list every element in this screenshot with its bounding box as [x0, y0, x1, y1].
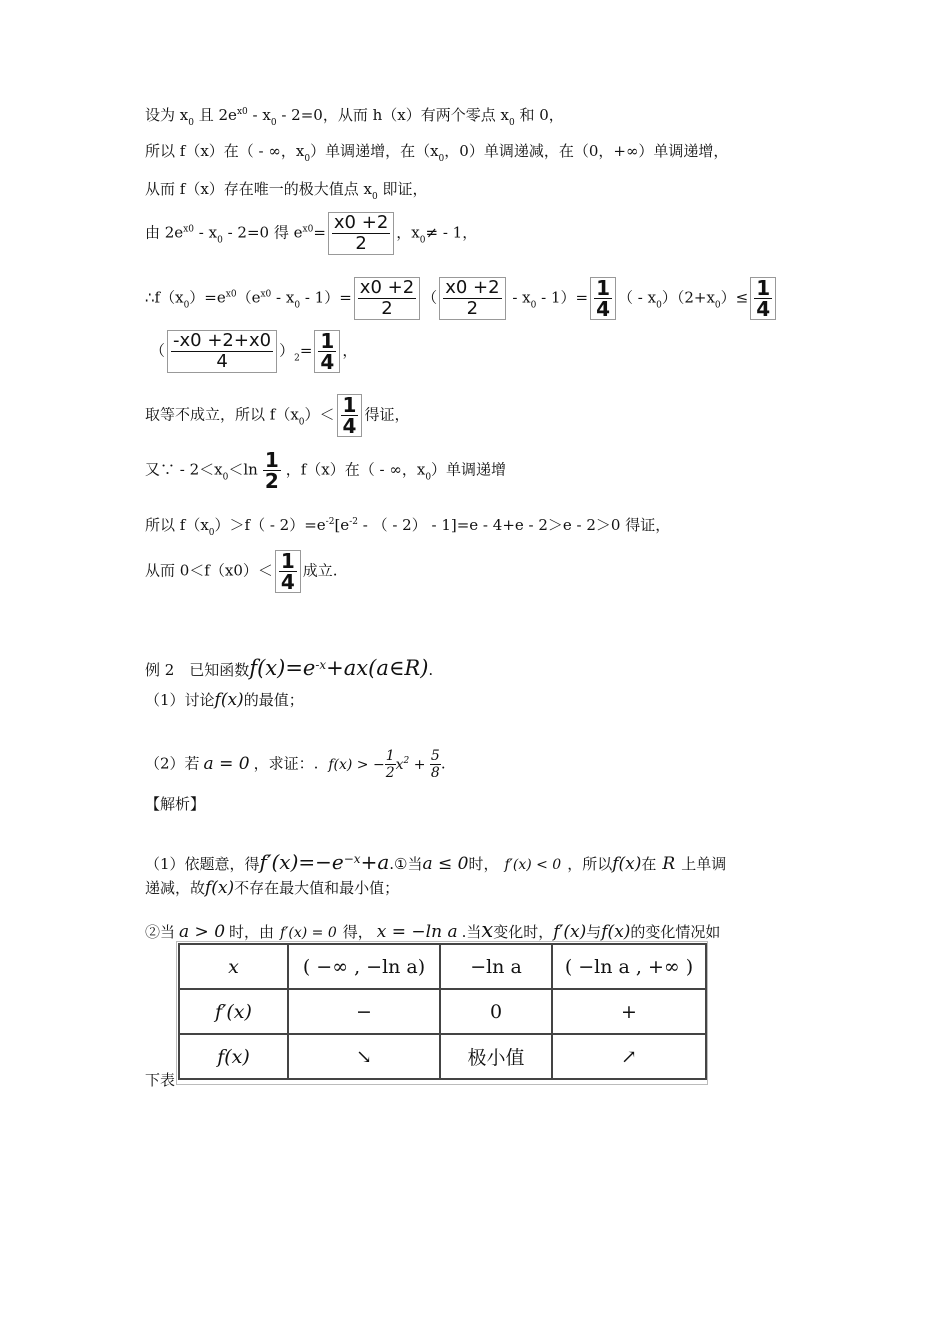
text: - x	[271, 288, 295, 307]
text: ）单调递增，在（x	[310, 142, 439, 160]
text: +a	[360, 850, 390, 874]
table-header-cell: ( −∞ , −ln a)	[288, 944, 440, 989]
text: x	[395, 756, 404, 773]
question-1	[145, 690, 304, 710]
math: f′(x) < 0	[504, 857, 562, 873]
superscript: 2	[403, 755, 410, 766]
fraction	[590, 277, 616, 320]
superscript: x0	[302, 224, 314, 235]
solution-line-4	[145, 1070, 175, 1090]
numerator: 1	[320, 329, 335, 353]
text: - 1）=	[300, 288, 352, 307]
text: 的变化情况如	[630, 923, 721, 941]
text: （ - x	[618, 288, 657, 307]
derivative	[260, 850, 390, 874]
superscript: x0	[236, 107, 248, 117]
text: 设为 x	[145, 106, 189, 124]
function-def	[249, 656, 428, 680]
subscript: 2	[294, 353, 300, 364]
table-row	[179, 944, 706, 989]
text: 所以 f（x	[145, 516, 209, 534]
numerator: x0 +2	[359, 277, 415, 298]
table-cell: 0	[440, 989, 552, 1034]
numerator: 1	[280, 549, 295, 573]
subscript: 0	[372, 192, 378, 202]
text: 递减，故	[145, 879, 206, 897]
numerator: 1	[264, 448, 279, 472]
text: - （ - 2） - 1]=e - 4+e - 2＞e - 2＞0 得证，	[357, 516, 671, 534]
subscript: 0	[530, 300, 537, 311]
text: （1）讨论	[145, 691, 215, 709]
subscript: 0	[419, 235, 426, 246]
text: ，	[342, 341, 358, 360]
text: .	[440, 754, 446, 773]
text: ）≤	[720, 288, 749, 307]
superscript: -x	[315, 658, 327, 672]
text: 得证，	[364, 405, 410, 424]
text: ，所以	[567, 855, 613, 873]
text: ∴f（x	[145, 288, 184, 307]
fraction	[750, 277, 776, 320]
math: a > 0	[179, 922, 226, 942]
proof-line-9	[145, 512, 670, 543]
inequality	[328, 748, 441, 781]
text: f(x)=e	[249, 656, 316, 680]
text: - 2=0 得 e	[222, 223, 303, 242]
math: f′(x)	[553, 922, 587, 942]
fraction	[430, 748, 441, 781]
table-cell: +	[552, 989, 706, 1034]
table-row	[179, 1034, 706, 1079]
subscript: 0	[222, 472, 229, 483]
table-cell: f(x)	[179, 1034, 288, 1079]
fraction	[385, 748, 396, 781]
fraction	[354, 277, 420, 320]
text: 在	[641, 855, 657, 873]
subscript: 0	[294, 300, 301, 311]
proof-line-2	[145, 141, 728, 169]
subscript: 0	[425, 472, 432, 483]
fraction	[439, 277, 505, 320]
proof-line-6	[150, 330, 357, 373]
text: - x	[507, 288, 531, 307]
superscript: -2	[325, 517, 335, 527]
text: 又∵ - 2＜x	[145, 460, 223, 479]
text: - x	[194, 223, 218, 242]
subscript: 0	[208, 528, 215, 538]
math: x = −ln a	[376, 922, 458, 942]
fraction	[337, 394, 363, 437]
numerator: 1	[596, 276, 611, 300]
text: .当	[461, 923, 482, 941]
denominator: 4	[596, 297, 611, 321]
text: 所以 f（x）在（ - ∞，x	[145, 142, 305, 160]
text: ②当	[145, 923, 176, 941]
table-header-cell: x	[179, 944, 288, 989]
math: a ≤ 0	[422, 854, 469, 874]
proof-line-10	[145, 550, 338, 593]
example2-title	[145, 655, 433, 680]
numerator: x0 +2	[445, 277, 500, 298]
subscript: 0	[508, 118, 515, 128]
table-header-cell: ( −ln a , +∞ )	[552, 944, 706, 989]
solution-heading	[145, 794, 205, 814]
text: =	[299, 341, 313, 360]
text: ）	[279, 341, 295, 360]
fraction	[314, 330, 340, 373]
text: ）＜	[304, 405, 335, 424]
text: 变化时，	[493, 923, 554, 941]
denominator: 2	[355, 233, 367, 254]
text: （	[150, 341, 166, 360]
proof-line-8	[145, 450, 506, 491]
math: R	[662, 854, 676, 874]
numerator: -x0 +2+x0	[173, 330, 272, 351]
denominator: 2	[466, 298, 479, 319]
text: 与	[586, 923, 602, 941]
text: [e	[334, 516, 350, 534]
denominator: 2	[264, 469, 279, 493]
fraction	[328, 212, 394, 255]
math: x	[481, 918, 494, 942]
text: - 1）=	[536, 288, 589, 307]
fraction	[260, 450, 284, 491]
table-row	[179, 989, 706, 1034]
text: f′(x)=−e	[259, 850, 344, 874]
text: （e	[236, 288, 261, 307]
denominator: 4	[320, 350, 335, 374]
text: 的最值；	[243, 691, 304, 709]
text: 不存在最大值和最小值；	[234, 879, 400, 897]
text: 从而 0＜f（x0）＜	[145, 561, 273, 580]
numerator: 1	[342, 393, 357, 417]
solution-line-3	[145, 920, 720, 943]
denominator: 2	[385, 765, 395, 781]
denominator: 4	[280, 570, 295, 594]
numerator: 1	[385, 748, 395, 764]
text: 时，由	[229, 923, 275, 941]
proof-line-5	[145, 277, 778, 320]
table-cell: 极小值	[440, 1034, 552, 1079]
superscript: x0	[183, 224, 195, 235]
proof-line-7	[145, 394, 409, 437]
text: （1）依题意，得	[145, 855, 260, 873]
text: （2）若	[145, 754, 200, 773]
text: 和 0，	[514, 106, 564, 124]
text: 得，	[342, 923, 373, 941]
fraction	[275, 550, 301, 593]
subscript: 0	[183, 300, 190, 311]
text: f(x) > −	[328, 756, 385, 773]
text: ）单调递增	[431, 460, 507, 479]
example-label: 例 2 已知函数	[145, 661, 250, 679]
text: 取等不成立，所以 f（x	[145, 405, 299, 424]
text: 下表	[145, 1071, 176, 1089]
math: a = 0	[203, 753, 250, 774]
numerator: x0 +2	[333, 212, 389, 233]
superscript: −x	[343, 852, 361, 866]
subscript: 0	[188, 118, 194, 128]
heading: 【解析】	[145, 795, 206, 813]
fraction	[167, 330, 277, 373]
text: ，x	[396, 223, 420, 242]
solution-line-2	[145, 878, 399, 898]
text: .①当	[389, 855, 423, 873]
text: ，f（x）在（ - ∞，x	[285, 460, 426, 479]
text: =	[313, 223, 326, 242]
denominator: 2	[381, 298, 393, 319]
text: 时，	[468, 855, 499, 873]
text: ）=e	[189, 288, 226, 307]
math: f(x)	[612, 854, 642, 874]
math: f′(x) = 0	[280, 925, 337, 941]
subscript: 0	[438, 154, 445, 164]
denominator: 4	[756, 297, 771, 321]
proof-line-1	[145, 102, 564, 133]
subscript: 0	[304, 154, 311, 164]
text: ）＞f（ - 2）=e	[214, 516, 326, 534]
table-cell: f′(x)	[179, 989, 288, 1034]
text: 由 2e	[145, 223, 184, 242]
math: f(x)	[601, 922, 631, 942]
superscript: -2	[349, 517, 358, 527]
math: f(x)	[214, 690, 244, 710]
text: - 2=0，从而 h（x）有两个零点 x	[276, 106, 509, 124]
math: f(x)	[205, 878, 235, 898]
text: 从而 f（x）存在唯一的极大值点 x	[145, 180, 373, 198]
subscript: 0	[656, 300, 662, 311]
proof-line-3	[145, 179, 428, 207]
text: .	[428, 661, 434, 679]
table-cell: ↘	[288, 1034, 440, 1079]
numerator: 1	[756, 276, 771, 300]
text: ＜ln	[228, 460, 258, 479]
text: 即证，	[377, 180, 428, 198]
subscript: 0	[270, 118, 277, 128]
question-2	[145, 748, 446, 781]
text: +	[409, 756, 430, 773]
superscript: x0	[225, 289, 237, 300]
text: ≠ - 1，	[425, 223, 478, 242]
subscript: 0	[298, 417, 305, 428]
denominator: 8	[430, 765, 440, 781]
table-header-cell: −ln a	[440, 944, 552, 989]
denominator: 4	[342, 414, 357, 438]
proof-line-4	[145, 212, 477, 255]
variation-table	[178, 943, 707, 1080]
text: 上单调	[681, 855, 727, 873]
text: ，0）单调递减，在（0，+∞）单调递增，	[444, 142, 729, 160]
numerator: 5	[430, 748, 440, 764]
superscript: x0	[260, 289, 272, 300]
table-cell: ↗	[552, 1034, 706, 1079]
text: 且 2e	[193, 106, 237, 124]
text: ，求证：.	[253, 754, 319, 773]
subscript: 0	[217, 235, 223, 246]
solution-line-1	[145, 849, 726, 875]
subscript: 0	[714, 300, 721, 311]
text: ）（2+x	[661, 288, 715, 307]
text: 成立.	[302, 561, 338, 580]
denominator: 4	[216, 351, 228, 372]
text: +ax(a∈R)	[326, 656, 429, 680]
text: - x	[247, 106, 271, 124]
text: （	[422, 288, 438, 307]
table-cell: −	[288, 989, 440, 1034]
